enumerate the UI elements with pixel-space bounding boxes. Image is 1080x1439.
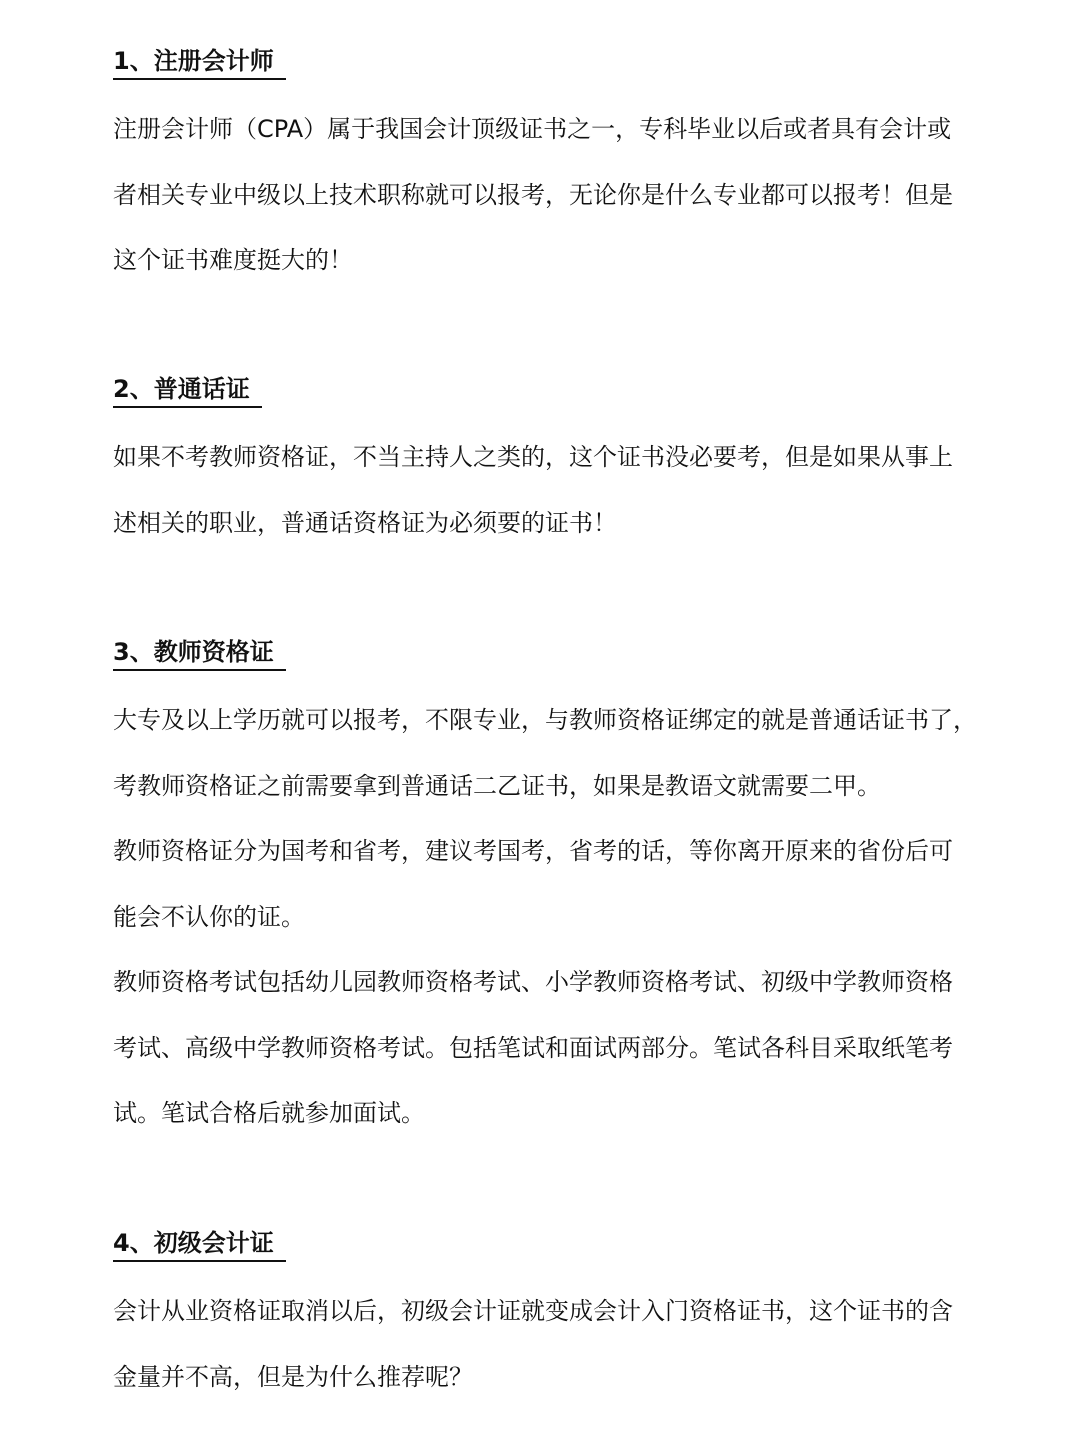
text-line: 考教师资格证之前需要拿到普通话二乙证书，如果是教语文就需要二甲。 [113,771,881,800]
text-line: 大专及以上学历就可以报考，不限专业，与教师资格证绑定的就是普通话证书了， [113,706,977,734]
section-heading: 1、注册会计师 [113,44,286,80]
section-heading: 3、教师资格证 [113,635,286,671]
text-line: 述相关的职业，普通话资格证为必须要的证书！ [113,508,617,537]
text-line: 这个证书难度挺大的！ [113,246,353,274]
section-heading: 4、初级会计证 [113,1226,286,1262]
paragraph [113,97,993,294]
text-line: 注册会计师（CPA）属于我国会计顶级证书之一，专科毕业以后或者具有会计或 [113,115,952,143]
text-line: 教师资格考试包括幼儿园教师资格考试、小学教师资格考试、初级中学教师资格 [113,968,953,996]
text-line: 会计从业资格证取消以后，初级会计证就变成会计入门资格证书，这个证书的含 [113,1297,953,1325]
section-cpa [113,44,993,294]
section-mandarin [113,372,993,556]
paragraph [113,950,993,1147]
text-line: 如果不考教师资格证，不当主持人之类的，这个证书没必要考，但是如果从事上 [113,443,953,471]
section-junior-accountant [113,1226,993,1410]
section-teacher [113,635,993,1147]
text-line: 考试、高级中学教师资格考试。包括笔试和面试两部分。笔试各科目采取纸笔考 [113,1033,953,1062]
text-line: 者相关专业中级以上技术职称就可以报考，无论你是什么专业都可以报考！但是 [113,180,953,209]
paragraph [113,1279,993,1410]
text-line: 金量并不高，但是为什么推荐呢？ [113,1362,473,1391]
text-line: 教师资格证分为国考和省考，建议考国考，省考的话，等你离开原来的省份后可 [113,837,953,865]
text-line: 试。笔试合格后就参加面试。 [113,1099,425,1127]
paragraph [113,425,993,556]
paragraph [113,819,993,950]
text-line: 能会不认你的证。 [113,902,305,931]
paragraph [113,688,993,819]
section-heading: 2、普通话证 [113,372,262,408]
